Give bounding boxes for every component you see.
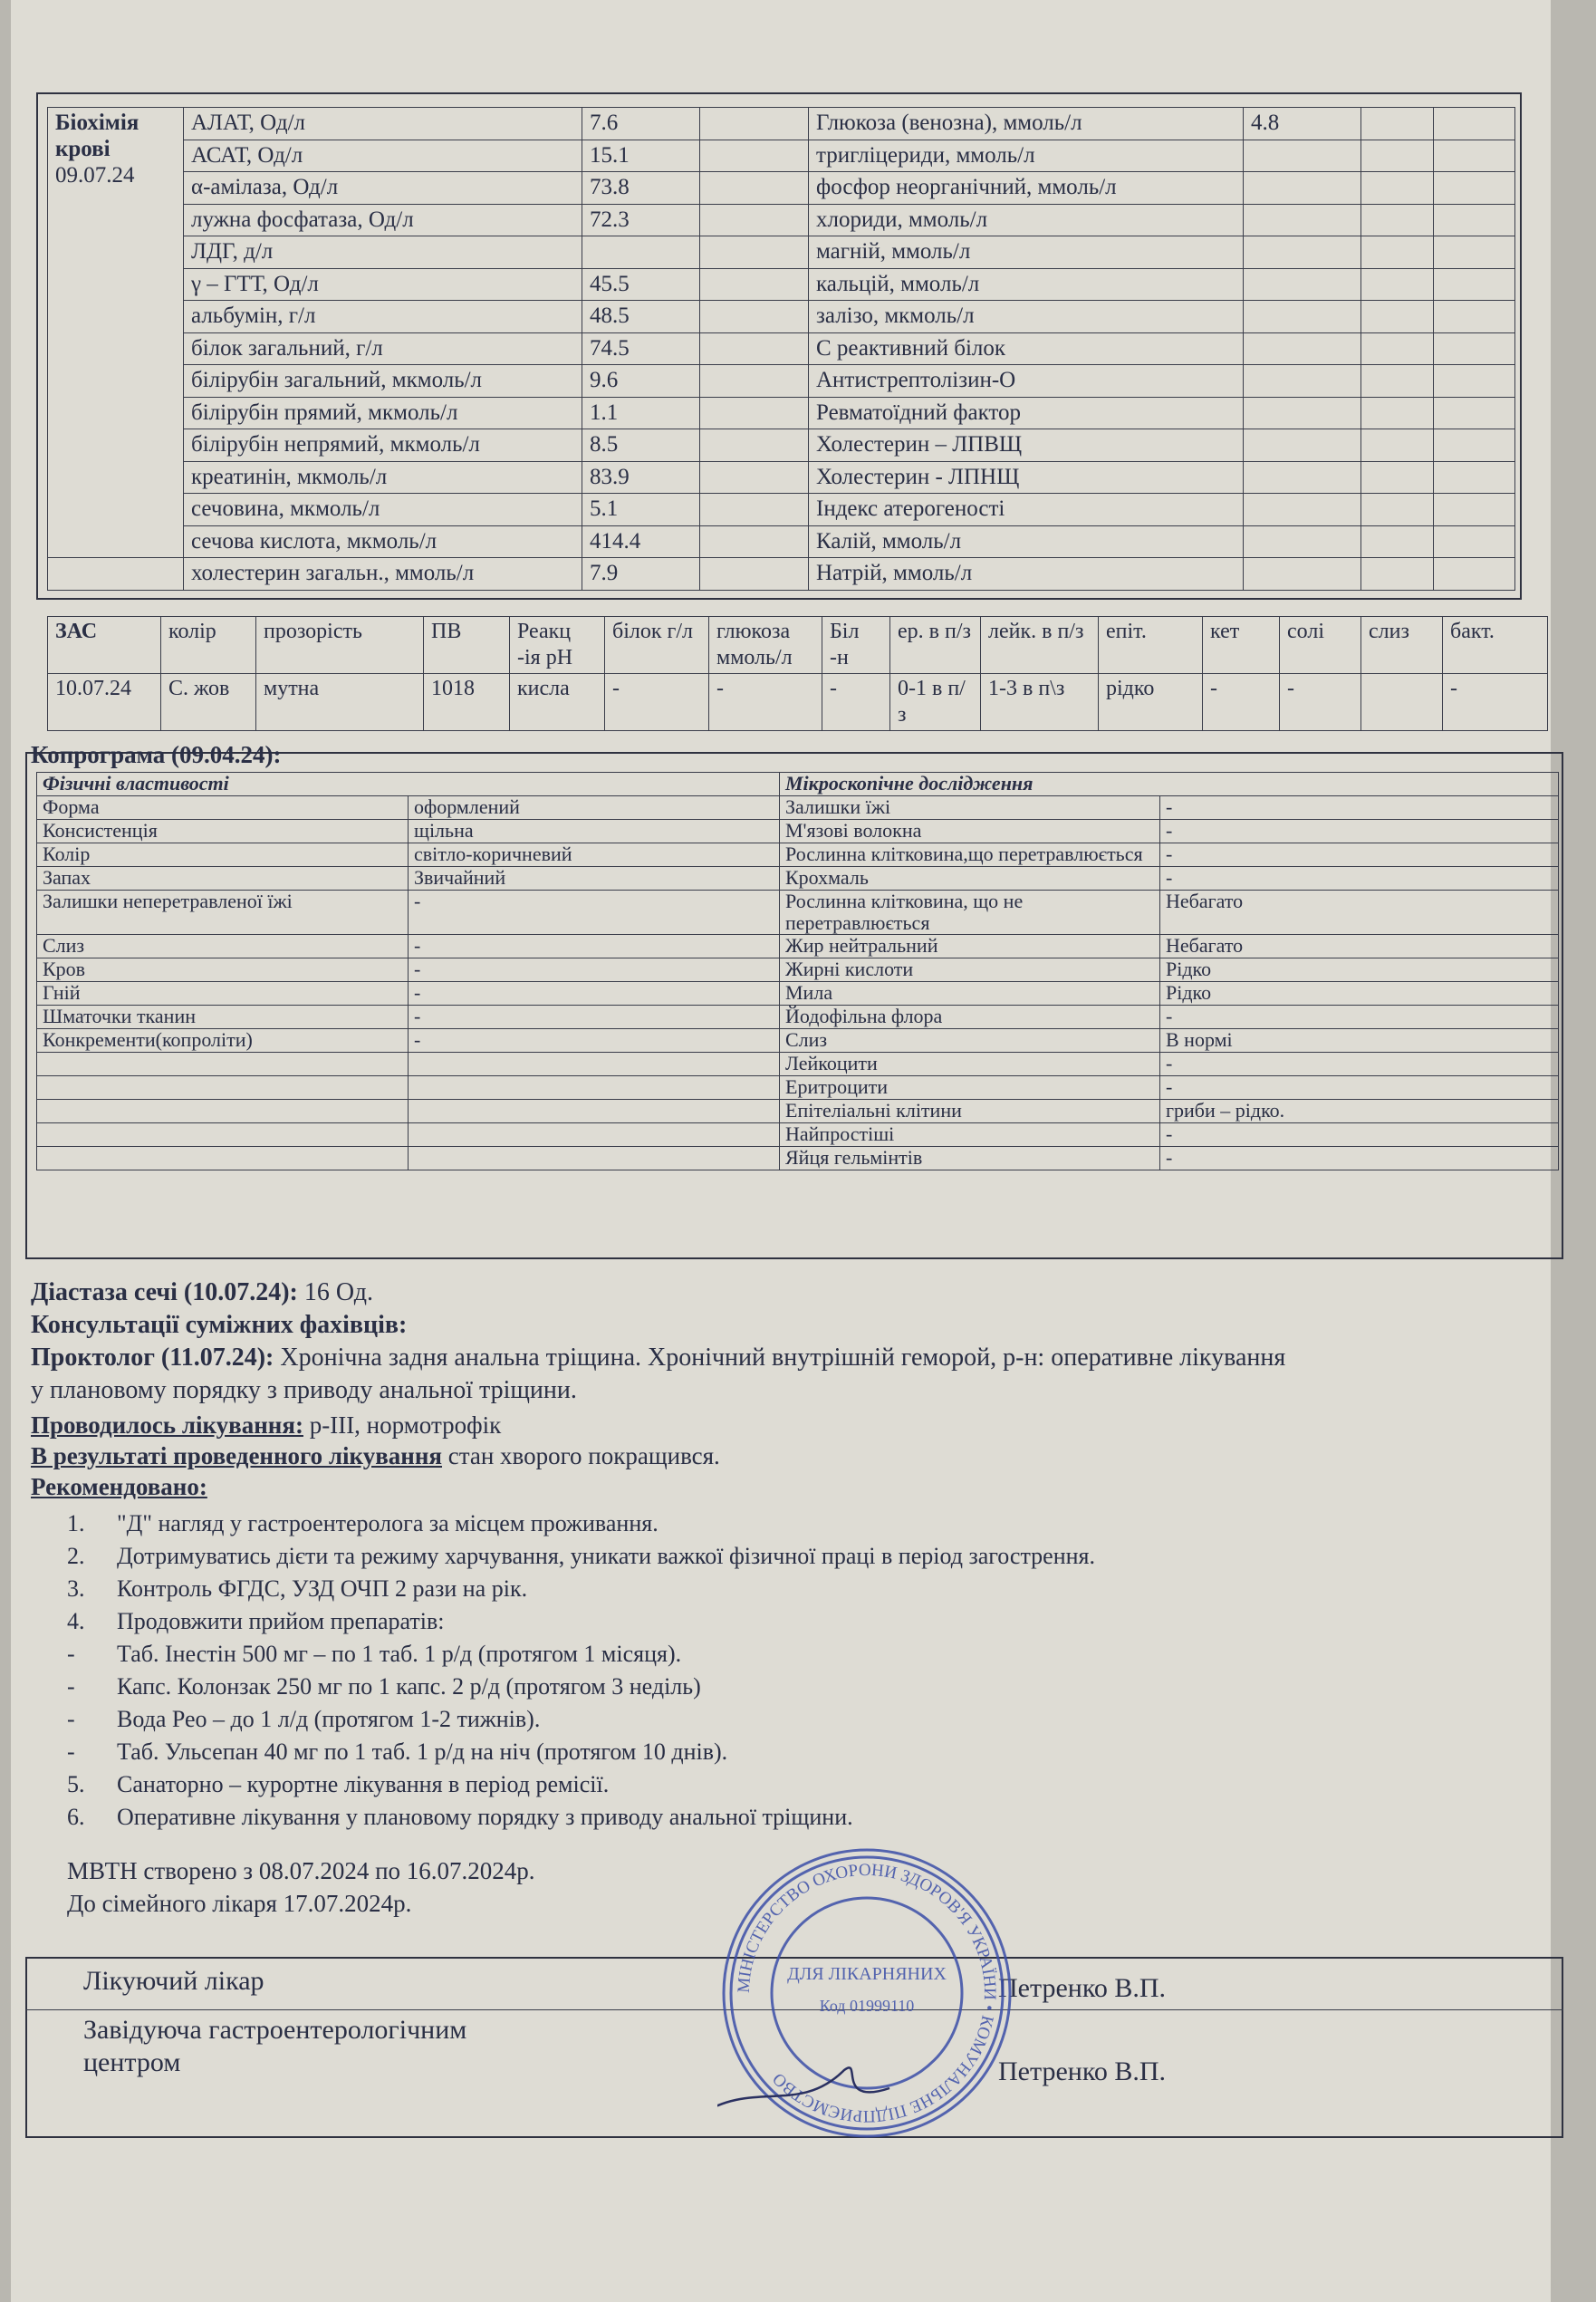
- copro-row: [37, 1053, 1559, 1076]
- recommend-label: Рекомендовано:: [31, 1473, 207, 1500]
- copro-micro-value: Небагато: [1160, 935, 1559, 958]
- urine-value-cell: -: [709, 674, 822, 731]
- biochem-date: 09.07.24: [55, 163, 135, 188]
- recommendation-marker: -: [67, 1641, 75, 1667]
- copro-micro-value: -: [1160, 820, 1559, 843]
- biochem-row: [48, 108, 1515, 140]
- recommendation-text: Вода Рео – до 1 л/д (протягом 1-2 тижнів).: [117, 1706, 541, 1732]
- urine-header-cell: прозорість: [256, 617, 424, 674]
- copro-empty-cell: [409, 1147, 780, 1170]
- doctor-name: Петренко В.П.: [998, 1973, 1167, 2003]
- result-line: [31, 1440, 1553, 1471]
- biochem-param-name: сечовина, мкмоль/л: [184, 494, 582, 526]
- copro-physical-value: щільна: [409, 820, 780, 843]
- biochem-param-value-2: [1244, 268, 1361, 301]
- biochem-empty-cell: [1434, 525, 1515, 558]
- consult-heading: Консультації суміжних фахівців:: [31, 1311, 408, 1339]
- biochem-param-value: 414.4: [582, 525, 700, 558]
- copro-row: [37, 796, 1559, 820]
- biochem-empty-cell: [1434, 332, 1515, 365]
- urine-value-cell: рідко: [1099, 674, 1203, 731]
- urine-header-cell: колір: [161, 617, 256, 674]
- biochem-empty-cell: [700, 204, 809, 236]
- biochem-row: [48, 301, 1515, 333]
- recommendation-text: Контроль ФГДС, УЗД ОЧП 2 рази на рік.: [117, 1575, 528, 1602]
- biochem-param-value-2: [1244, 140, 1361, 172]
- copro-row: [37, 867, 1559, 891]
- biochem-empty-cell: [1434, 365, 1515, 398]
- copro-micro-value: -: [1160, 1123, 1559, 1147]
- recommendation-marker: -: [67, 1706, 75, 1732]
- copro-empty-cell: [37, 1076, 409, 1100]
- head-label-1: Завідуюча гастроентерологічним: [83, 2015, 467, 2045]
- biochem-param-value: 48.5: [582, 301, 700, 333]
- biochem-param-name-2: магній, ммоль/л: [809, 236, 1244, 269]
- copro-row: [37, 1006, 1559, 1029]
- copro-right-header: Мікроскопічне дослідження: [780, 773, 1559, 796]
- urine-header-cell: бакт.: [1443, 617, 1548, 674]
- urine-analysis-table: [47, 616, 1548, 731]
- biochem-empty-cell: [1361, 461, 1434, 494]
- copro-physical-name: Гній: [37, 982, 409, 1006]
- biochem-empty-cell: [700, 429, 809, 462]
- biochem-param-value-2: [1244, 397, 1361, 429]
- diastase-line: [31, 1277, 1553, 1308]
- biochem-empty-cell: [1361, 397, 1434, 429]
- biochem-param-name-2: С реактивний білок: [809, 332, 1244, 365]
- biochem-param-value-2: [1244, 558, 1361, 591]
- document-sheet: [11, 0, 1551, 2302]
- biochem-param-name-2: хлориди, ммоль/л: [809, 204, 1244, 236]
- biochem-param-name: лужна фосфатаза, Од/л: [184, 204, 582, 236]
- recommendation-marker: 5.: [67, 1771, 85, 1797]
- biochem-empty-cell: [1434, 236, 1515, 269]
- biochem-param-name-2: Глюкоза (венозна), ммоль/л: [809, 108, 1244, 140]
- biochem-empty-cell: [1434, 397, 1515, 429]
- head-name: Петренко В.П.: [998, 2056, 1167, 2086]
- copro-micro-name: Крохмаль: [780, 867, 1160, 891]
- biochem-param-value: 74.5: [582, 332, 700, 365]
- stamp-center-text: ДЛЯ ЛІКАРНЯНИХ: [787, 1964, 947, 1984]
- copro-micro-name: М'язові волокна: [780, 820, 1160, 843]
- copro-row: [37, 958, 1559, 982]
- biochem-param-name-2: Холестерин – ЛПВЩ: [809, 429, 1244, 462]
- biochem-empty-cell: [700, 494, 809, 526]
- biochem-param-value: 7.6: [582, 108, 700, 140]
- official-stamp: [717, 1844, 1016, 2143]
- copro-physical-name: Конкременти(копроліти): [37, 1029, 409, 1053]
- urine-value-cell: [1361, 674, 1443, 731]
- copro-micro-name: Яйця гельмінтів: [780, 1147, 1160, 1170]
- biochem-empty-cell: [700, 525, 809, 558]
- biochem-empty-cell: [700, 172, 809, 205]
- recommendation-item: [67, 1575, 1516, 1607]
- biochem-param-value: 45.5: [582, 268, 700, 301]
- urine-value-cell: 0-1 в п/з: [890, 674, 981, 731]
- copro-micro-value: -: [1160, 1006, 1559, 1029]
- copro-physical-value: світло-коричневий: [409, 843, 780, 867]
- copro-row: [37, 843, 1559, 867]
- biochem-row: [48, 140, 1515, 172]
- copro-physical-name: Залишки неперетравленої їжі: [37, 891, 409, 935]
- biochem-param-value: 8.5: [582, 429, 700, 462]
- biochem-param-name-2: Ревматоїдний фактор: [809, 397, 1244, 429]
- biochem-empty-cell: [1361, 301, 1434, 333]
- proctolog-label: Проктолог (11.07.24):: [31, 1344, 274, 1372]
- recommendation-text: Продовжити прийом препаратів:: [117, 1608, 445, 1634]
- recommendation-text: Таб. Інестін 500 мг – по 1 таб. 1 р/д (протягом 1 місяця).: [117, 1641, 682, 1667]
- doctor-label: Лікуючий лікар: [83, 1966, 264, 1996]
- urine-value-cell: 1-3 в п\з: [981, 674, 1099, 731]
- biochem-param-name-2: фосфор неорганічний, ммоль/л: [809, 172, 1244, 205]
- recommendation-text: Капс. Колонзак 250 мг по 1 капс. 2 р/д (протягом 3 неділь): [117, 1673, 701, 1700]
- recommendation-item: [67, 1770, 1516, 1803]
- biochem-param-value: 9.6: [582, 365, 700, 398]
- biochem-row: [48, 365, 1515, 398]
- copro-physical-value: -: [409, 1029, 780, 1053]
- biochem-row: [48, 494, 1515, 526]
- biochem-param-name: креатинін, мкмоль/л: [184, 461, 582, 494]
- mvtn-line: МВТН створено з 08.07.2024 по 16.07.2024р.: [67, 1857, 535, 1884]
- biochem-param-name-2: Антистрептолізин-О: [809, 365, 1244, 398]
- urine-value-cell: -: [605, 674, 709, 731]
- copro-left-header: Фізичні властивості: [37, 773, 780, 796]
- copro-header-row: [37, 773, 1559, 796]
- biochem-param-value-2: [1244, 461, 1361, 494]
- biochem-empty-cell: [1361, 140, 1434, 172]
- biochem-empty-cell: [1434, 301, 1515, 333]
- biochem-param-value-2: [1244, 301, 1361, 333]
- diastase-value: 16 Од.: [297, 1278, 373, 1306]
- biochem-empty-cell: [700, 236, 809, 269]
- biochem-param-name: білок загальний, г/л: [184, 332, 582, 365]
- biochem-empty-cell: [1434, 172, 1515, 205]
- biochem-empty-cell: [1434, 140, 1515, 172]
- urine-value-cell: С. жов: [161, 674, 256, 731]
- biochem-param-name: ЛДГ, д/л: [184, 236, 582, 269]
- copro-physical-name: Консистенція: [37, 820, 409, 843]
- copro-physical-value: -: [409, 958, 780, 982]
- recommendation-marker: 4.: [67, 1608, 85, 1634]
- copro-micro-value: Рідко: [1160, 982, 1559, 1006]
- biochem-empty-cell: [1434, 429, 1515, 462]
- biochem-param-name: холестерин загальн., ммоль/л: [184, 558, 582, 591]
- biochem-row: [48, 332, 1515, 365]
- biochem-row: [48, 236, 1515, 269]
- copro-empty-cell: [409, 1100, 780, 1123]
- recommendation-text: "Д" нагляд у гастроентеролога за місцем проживання.: [117, 1510, 659, 1536]
- recommendation-item: [67, 1640, 1516, 1672]
- biochem-param-value-2: [1244, 429, 1361, 462]
- biochem-param-name: альбумін, г/л: [184, 301, 582, 333]
- copro-micro-name: Жирні кислоти: [780, 958, 1160, 982]
- biochem-param-name: сечова кислота, мкмоль/л: [184, 525, 582, 558]
- copro-row: [37, 982, 1559, 1006]
- copro-micro-name: Йодофільна флора: [780, 1006, 1160, 1029]
- copro-physical-name: Колір: [37, 843, 409, 867]
- copro-micro-value: -: [1160, 1076, 1559, 1100]
- biochem-param-value: 72.3: [582, 204, 700, 236]
- treatment-value: р-ІІІ, нормотрофік: [303, 1411, 502, 1439]
- biochem-param-value: 7.9: [582, 558, 700, 591]
- proctolog-text-1: Хронічна задня анальна тріщина. Хронічний внутрішній геморой, р-н: оперативне лікування: [274, 1344, 1286, 1372]
- biochem-row: [48, 525, 1515, 558]
- treatment-line: [31, 1410, 1553, 1440]
- copro-physical-value: -: [409, 891, 780, 935]
- copro-empty-cell: [37, 1053, 409, 1076]
- copro-row: [37, 820, 1559, 843]
- recommendation-marker: 1.: [67, 1510, 85, 1536]
- result-value: стан хворого покращився.: [442, 1442, 720, 1469]
- copro-title: Копрограма (09.04.24):: [31, 741, 282, 768]
- copro-empty-cell: [37, 1123, 409, 1147]
- urine-value-cell: -: [1280, 674, 1361, 731]
- biochem-empty-cell: [700, 140, 809, 172]
- biochem-empty-cell: [1361, 236, 1434, 269]
- biochem-empty-cell: [700, 461, 809, 494]
- biochem-empty-cell: [1434, 268, 1515, 301]
- copro-physical-name: Кров: [37, 958, 409, 982]
- copro-row: [37, 935, 1559, 958]
- copro-row: [37, 1100, 1559, 1123]
- biochem-empty-cell: [700, 558, 809, 591]
- biochem-empty-cell: [700, 332, 809, 365]
- copro-physical-name: Слиз: [37, 935, 409, 958]
- biochem-param-value-2: 4.8: [1244, 108, 1361, 140]
- recommendation-text: Дотримуватись дієти та режиму харчування, уникати важкої фізичної праці в період загострення.: [117, 1543, 1095, 1569]
- copro-physical-value: Звичайний: [409, 867, 780, 891]
- copro-micro-value: -: [1160, 1053, 1559, 1076]
- diastase-label: Діастаза сечі (10.07.24):: [31, 1278, 298, 1306]
- copro-micro-name: Найпростіші: [780, 1123, 1160, 1147]
- biochem-param-value-2: [1244, 204, 1361, 236]
- copro-micro-value: гриби – рідко.: [1160, 1100, 1559, 1123]
- treatment-label: Проводилось лікування:: [31, 1411, 303, 1439]
- biochem-param-value: 73.8: [582, 172, 700, 205]
- recommendation-marker: -: [67, 1673, 75, 1700]
- urine-value-cell: -: [1203, 674, 1280, 731]
- family-doctor-line: До сімейного лікаря 17.07.2024р.: [67, 1890, 412, 1917]
- biochem-empty-cell: [1361, 204, 1434, 236]
- biochem-param-name: АЛАТ, Од/л: [184, 108, 582, 140]
- biochem-param-value: 5.1: [582, 494, 700, 526]
- biochem-empty-cell: [1361, 494, 1434, 526]
- head-label-2: центром: [83, 2047, 181, 2077]
- proctolog-text-2: у плановому порядку з приводу анальної тріщини.: [31, 1376, 577, 1404]
- copro-micro-name: Рослинна клітковина,що перетравлюється: [780, 843, 1160, 867]
- urine-header-row: [48, 617, 1548, 674]
- copro-micro-value: В нормі: [1160, 1029, 1559, 1053]
- urine-header-cell: ер. в п/з: [890, 617, 981, 674]
- recommendation-item: [67, 1738, 1516, 1770]
- recommendation-item: [67, 1542, 1516, 1575]
- stamp-ring-text: МІНІСТЕРСТВО ОХОРОНИ ЗДОРОВ'Я УКРАЇНИ • КОМУНАЛЬНЕ ПІДПРИЄМСТВО: [734, 1860, 1000, 2126]
- recommendation-text: Таб. Ульсепан 40 мг по 1 таб. 1 р/д на ніч (протягом 10 днів).: [117, 1739, 728, 1765]
- recommendation-item: [67, 1509, 1516, 1542]
- biochem-param-value-2: [1244, 172, 1361, 205]
- recommendation-item: [67, 1705, 1516, 1738]
- recommendation-marker: 2.: [67, 1543, 85, 1569]
- biochem-param-name: білірубін прямий, мкмоль/л: [184, 397, 582, 429]
- copro-micro-value: -: [1160, 1147, 1559, 1170]
- urine-values-row: [48, 674, 1548, 731]
- coprogram-table: [36, 772, 1559, 1170]
- copro-physical-value: -: [409, 982, 780, 1006]
- recommendation-text: Санаторно – курортне лікування в період ремісії.: [117, 1771, 610, 1797]
- biochem-param-value-2: [1244, 365, 1361, 398]
- copro-empty-cell: [409, 1053, 780, 1076]
- biochem-empty-cell: [1434, 108, 1515, 140]
- biochem-param-name-2: тригліцериди, ммоль/л: [809, 140, 1244, 172]
- biochem-param-name: АСАТ, Од/л: [184, 140, 582, 172]
- urine-header-cell: кет: [1203, 617, 1280, 674]
- proctolog-line: [31, 1343, 1553, 1373]
- copro-physical-name: Форма: [37, 796, 409, 820]
- copro-micro-name: Залишки їжі: [780, 796, 1160, 820]
- urine-header-cell: Реакц -ія рН: [510, 617, 605, 674]
- recommendation-text: Оперативне лікування у плановому порядку з приводу анальної тріщини.: [117, 1804, 853, 1830]
- biochem-empty-cell: [1434, 461, 1515, 494]
- copro-micro-name: Слиз: [780, 1029, 1160, 1053]
- biochem-empty-cell: [700, 301, 809, 333]
- copro-row: [37, 1123, 1559, 1147]
- copro-micro-name: Епітеліальні клітини: [780, 1100, 1160, 1123]
- copro-empty-cell: [37, 1100, 409, 1123]
- biochem-section-label: Біохімія крові: [55, 111, 139, 161]
- biochem-empty-cell: [700, 268, 809, 301]
- copro-micro-name: Лейкоцити: [780, 1053, 1160, 1076]
- biochem-param-name-2: Індекс атерогеності: [809, 494, 1244, 526]
- biochem-param-value: 83.9: [582, 461, 700, 494]
- copro-row: [37, 1029, 1559, 1053]
- biochem-param-name: білірубін непрямий, мкмоль/л: [184, 429, 582, 462]
- biochem-row: [48, 558, 1515, 591]
- biochem-empty-cell: [1361, 558, 1434, 591]
- urine-value-cell: кисла: [510, 674, 605, 731]
- biochem-param-value: 15.1: [582, 140, 700, 172]
- urine-header-cell: лейк. в п/з: [981, 617, 1099, 674]
- copro-empty-cell: [409, 1076, 780, 1100]
- copro-micro-name: Мила: [780, 982, 1160, 1006]
- urine-header-cell: слиз: [1361, 617, 1443, 674]
- urine-value-cell: -: [822, 674, 890, 731]
- copro-row: [37, 1147, 1559, 1170]
- biochem-param-name-2: Холестерин - ЛПНЩ: [809, 461, 1244, 494]
- biochem-param-name-2: Калій, ммоль/л: [809, 525, 1244, 558]
- stamp-code-text: Код 01999110: [819, 1997, 915, 2015]
- urine-value-cell: мутна: [256, 674, 424, 731]
- copro-micro-value: Рідко: [1160, 958, 1559, 982]
- biochem-section-cell: [48, 108, 184, 558]
- urine-header-cell: солі: [1280, 617, 1361, 674]
- biochem-param-name-2: Натрій, ммоль/л: [809, 558, 1244, 591]
- urine-header-cell: ЗАС: [48, 617, 161, 674]
- copro-physical-name: Запах: [37, 867, 409, 891]
- biochem-row: [48, 204, 1515, 236]
- recommendation-marker: 6.: [67, 1804, 85, 1830]
- copro-empty-cell: [37, 1147, 409, 1170]
- biochem-empty-cell: [700, 108, 809, 140]
- biochem-param-value-2: [1244, 236, 1361, 269]
- biochem-empty-cell: [1434, 558, 1515, 591]
- biochem-empty-cell: [1434, 494, 1515, 526]
- copro-micro-name: Рослинна клітковина, що не перетравлюється: [780, 891, 1160, 935]
- recommendations-list: [67, 1509, 1516, 1835]
- copro-empty-cell: [409, 1123, 780, 1147]
- urine-value-cell: 10.07.24: [48, 674, 161, 731]
- recommendation-item: [67, 1607, 1516, 1640]
- biochem-empty-cell: [1361, 172, 1434, 205]
- biochem-empty-cell: [48, 558, 184, 591]
- urine-header-cell: Біл -н: [822, 617, 890, 674]
- biochem-param-value: [582, 236, 700, 269]
- copro-micro-name: Еритроцити: [780, 1076, 1160, 1100]
- biochem-row: [48, 268, 1515, 301]
- copro-physical-value: -: [409, 935, 780, 958]
- recommendation-marker: -: [67, 1739, 75, 1765]
- urine-header-cell: білок г/л: [605, 617, 709, 674]
- urine-value-cell: -: [1443, 674, 1548, 731]
- biochemistry-table: [47, 107, 1515, 591]
- biochem-param-value: 1.1: [582, 397, 700, 429]
- recommendation-marker: 3.: [67, 1575, 85, 1602]
- copro-micro-value: -: [1160, 796, 1559, 820]
- biochem-empty-cell: [1361, 268, 1434, 301]
- biochem-row: [48, 397, 1515, 429]
- biochem-param-name-2: залізо, мкмоль/л: [809, 301, 1244, 333]
- biochem-param-value-2: [1244, 332, 1361, 365]
- copro-micro-value: -: [1160, 867, 1559, 891]
- copro-micro-value: -: [1160, 843, 1559, 867]
- biochem-empty-cell: [700, 365, 809, 398]
- copro-row: [37, 1076, 1559, 1100]
- biochem-empty-cell: [1361, 332, 1434, 365]
- biochem-param-name: α-амілаза, Од/л: [184, 172, 582, 205]
- biochem-empty-cell: [1361, 108, 1434, 140]
- biochem-empty-cell: [700, 397, 809, 429]
- copro-physical-value: оформлений: [409, 796, 780, 820]
- copro-row: [37, 891, 1559, 935]
- biochem-row: [48, 172, 1515, 205]
- biochem-empty-cell: [1361, 429, 1434, 462]
- result-label: В результаті проведенного лікування: [31, 1442, 443, 1469]
- copro-physical-name: Шматочки тканин: [37, 1006, 409, 1029]
- biochem-empty-cell: [1434, 204, 1515, 236]
- urine-value-cell: 1018: [424, 674, 510, 731]
- biochem-param-value-2: [1244, 494, 1361, 526]
- biochem-empty-cell: [1361, 525, 1434, 558]
- copro-micro-name: Жир нейтральний: [780, 935, 1160, 958]
- biochem-param-value-2: [1244, 525, 1361, 558]
- biochem-empty-cell: [1361, 365, 1434, 398]
- recommendation-item: [67, 1803, 1516, 1835]
- biochem-row: [48, 429, 1515, 462]
- urine-header-cell: епіт.: [1099, 617, 1203, 674]
- urine-header-cell: ПВ: [424, 617, 510, 674]
- biochem-param-name: білірубін загальний, мкмоль/л: [184, 365, 582, 398]
- urine-header-cell: глюкоза ммоль/л: [709, 617, 822, 674]
- biochem-row: [48, 461, 1515, 494]
- recommendation-item: [67, 1672, 1516, 1705]
- biochem-param-name: γ – ГТТ, Од/л: [184, 268, 582, 301]
- copro-physical-value: -: [409, 1006, 780, 1029]
- copro-micro-value: Небагато: [1160, 891, 1559, 935]
- biochem-param-name-2: кальцій, ммоль/л: [809, 268, 1244, 301]
